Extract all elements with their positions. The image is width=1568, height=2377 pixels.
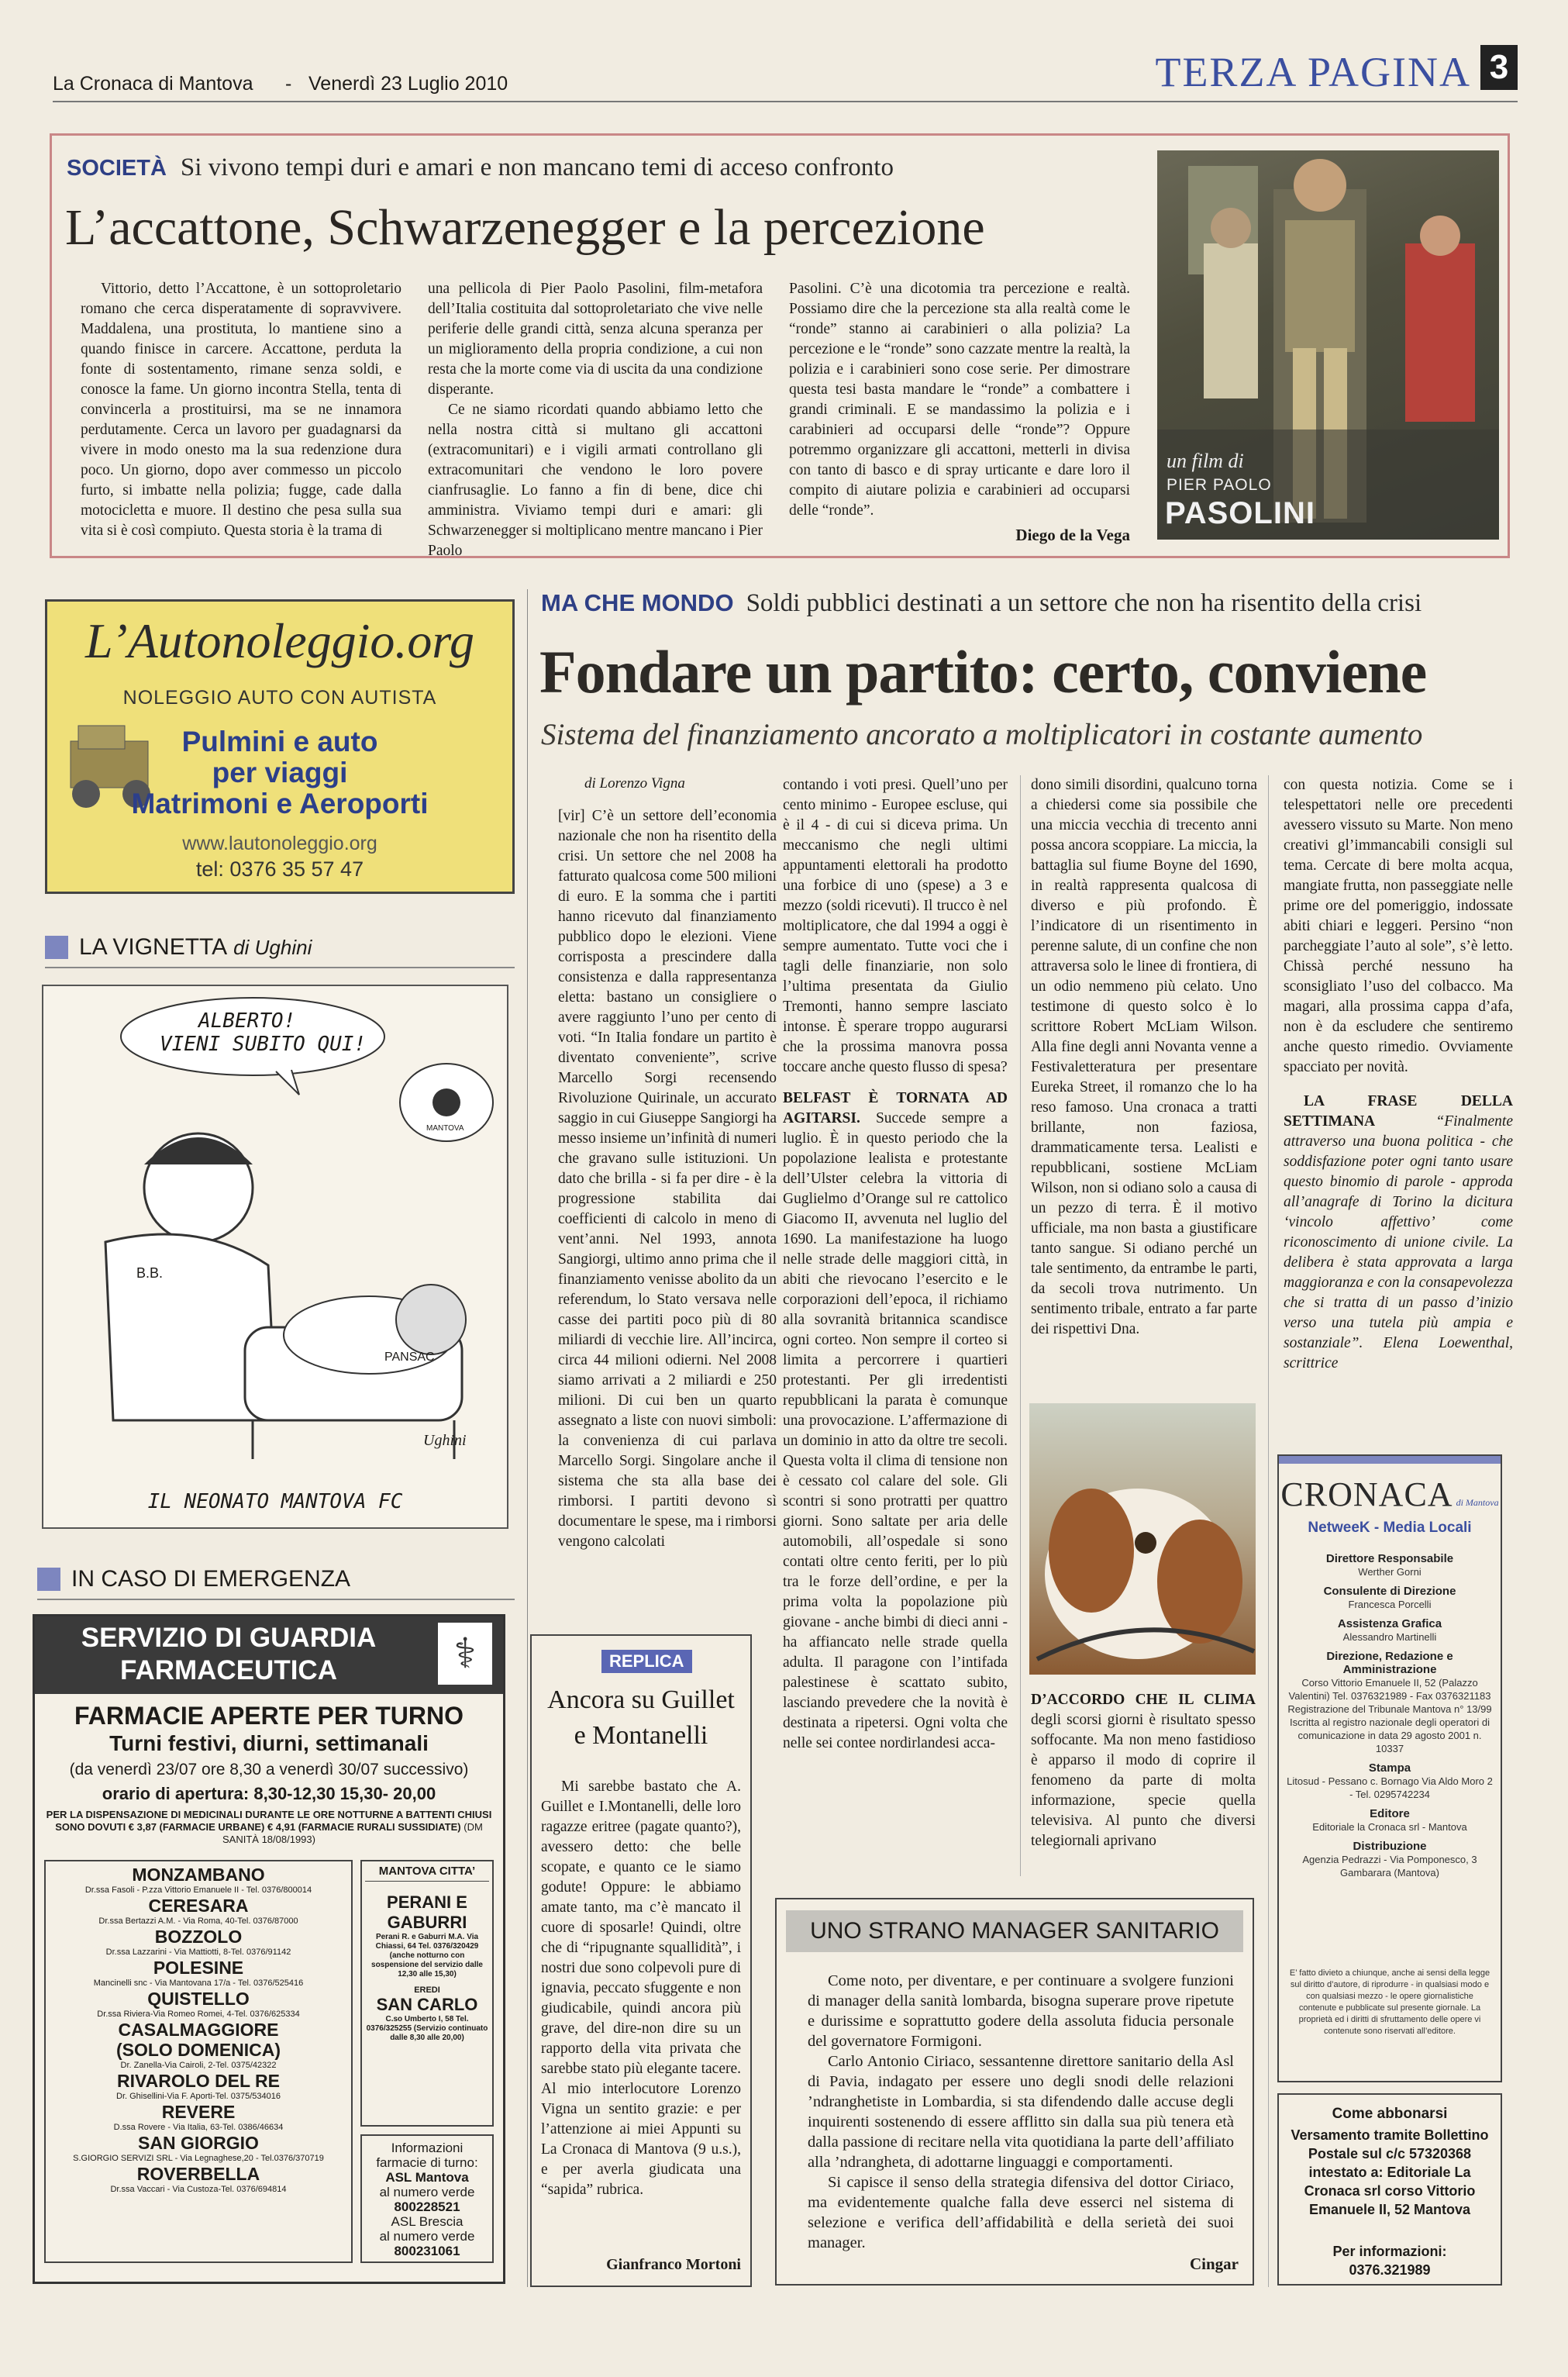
- masthead-item-text: Agenzia Pedrazzi - Via Pomponesco, 3 Gambarara (Mantova): [1302, 1854, 1477, 1878]
- main-col2b-para: [783, 1088, 1008, 1754]
- masthead-item-head: Direzione, Redazione e Amministrazione: [1326, 1650, 1453, 1676]
- band-line1: SERVIZIO DI GUARDIA: [81, 1623, 377, 1653]
- main-col2b-text: Succede sempre a luglio. È in questo periodo che la popolazione lealista e protestante dell’Ulster celebra la vittoria di Guglielmo d’Orange sul re cattolico Giacomo II, avvenuta nel luglio del 1690. La manifestazione ha luogo nelle strade delle maggiori città, in abiti che rievocano l’esercito e le corporazioni dell’epoca, il richiamo alla sovranità britannica scandisce ogni corteo. Non sempre il corteo si limita a percorrere i quartieri protestanti. Per gli irredentisti repubblicani la parata è comunque una provocazione. L’affermazione di un dominio in atto da oltre tre secoli. Questa volta il clima di tensione non è cessato col calare del sole. Gli scontri si sono protratti per quattro giorni. Sono saltate per aria delle automobili, all’ospedale si sono contati oltre cento feriti, per lo più tra le forze dell’ordine, e per la prima volta la popolazione più giovane - anche bimbi di dieci anni - ha affiancato nelle strade quella adulta. Il paragone con l’intifada palestinese è scattato subito, lasciando prevedere che la novità è destinata a ripetersi. Ogni volta che nelle sei contee nordirlandesi acca-: [783, 1110, 1008, 1751]
- pharmacy-name: CASALMAGGIORE: [118, 2020, 279, 2040]
- vignetta-header: [45, 934, 515, 968]
- clima-text: [1031, 1690, 1256, 1851]
- page-header: [53, 48, 1518, 101]
- top-author: Diego de la Vega: [1015, 526, 1130, 544]
- column-rule: [1020, 775, 1021, 1876]
- city2-name: SAN CARLO: [376, 1995, 478, 2014]
- pharmacy-address: Dr.ssa Vaccari - Via Custoza-Tel. 0376/694814: [110, 2185, 287, 2194]
- top-col2: [428, 279, 763, 561]
- main-col1: [558, 806, 777, 1552]
- pharmacy-name: BOZZOLO: [154, 1927, 243, 1947]
- main-kicker: MA CHE MONDO: [541, 589, 734, 616]
- pharmacy-box: [33, 1614, 505, 2284]
- header-rule: [53, 101, 1518, 102]
- top-col2-text: una pellicola di Pier Paolo Pasolini, film-metafora dell’Italia costituita dal sottoproletariato che vive nelle periferie delle grandi città, senza alcuna speranza per un miglioramento della propria condizione, a cui non resta che la morte come via di uscita da una condizione disperante.: [428, 281, 763, 398]
- masthead-item-head: Stampa: [1368, 1761, 1411, 1775]
- masthead-box: [1277, 1454, 1502, 2082]
- masthead-sub: NetweeK - Media Locali: [1308, 1520, 1472, 1536]
- caduceus-icon: ⚕: [438, 1623, 492, 1685]
- abbon-phone: 0376.321989: [1349, 2262, 1431, 2278]
- pharmacy-address: D.ssa Rovere - Via Italia, 63-Tel. 0386/46634: [113, 2123, 284, 2132]
- pharmacy-name: CERESARA: [148, 1896, 249, 1916]
- clima-body: degli scorsi giorni è risultato spesso soffocante. Ma non meno fastidioso è apparso il modo di coprire il fenomeno da parte di molta informazione, specie quella televisiva. Al punto che diversi telegiornali aprivano: [1031, 1712, 1256, 1849]
- pharmacy-address: Dr.ssa Riviera-Via Romeo Romei, 4-Tel. 0376/625334: [97, 2010, 300, 2019]
- pharm-note-text: PER LA DISPENSAZIONE DI MEDICINALI DURANTE LE ORE NOTTURNE A BATTENTI CHIUSI SONO DOVUTI € 3,87 (FARMACIE URBANE) € 4,91 (FARMACIE RURALI SUSSIDIATE): [46, 1809, 492, 1833]
- masthead-logo: [1279, 1475, 1501, 1514]
- masthead-item-head: Editore: [1370, 1807, 1410, 1820]
- pharm-title3: (da venerdì 23/07 ore 8,30 a venerdì 30/07 successivo): [69, 1761, 469, 1778]
- column-rule: [527, 589, 528, 2287]
- top-kicker: SOCIETÀ: [67, 156, 167, 181]
- cartoon-baby-text: PANSAC: [384, 1351, 435, 1364]
- main-col1-text: [vir] C’è un settore dell’economia nazionale che non ha risentito della crisi. Un settore che nel 2008 ha fatturato qualcosa come 500 milioni di euro. E la somma che i partiti hanno ricevuto dal finanziamento pubblico dopo le elezioni. Viene corrisposta a prescindere dalla consistenza e dalla rappresentanza eletta: bastano un consigliere o avere raggiunto l’uno per cento di voti. “In Italia fondare un partito è diventato conveniente”, scrive Marcello Sorgi recensendo Rivoluzione Quirinale, un accurato saggio in cui Giuseppe Sangiorgi ha messo insieme un’infinità di numeri che gravano sulle istituzioni. Un dato che brilla - si fa per dire - è la progressione stabilita dai coefficienti di calcolo in meno di vent’anni. Nel 1993, annota Sangiorgi, ultimo anno prima che il finanziamento venisse abolito da un referendum, lo Stato versava nelle casse dei partiti poco più di 80 miliardi di vecchie lire. All’incirca, circa 44 milioni odierni. Nel 2008 siamo arrivati a 2 miliardi e 250 milioni. Di cui ben un quarto assegnato a liste con nuovi simboli: la convenienza di cui parlava Marcello Sorgi. Singolare anche il sistema che sta alla base dei rimborsi. I partiti devono sì documentare le spese, ma i rimborsi vengono calcolati: [558, 808, 777, 1550]
- section-square-icon: [45, 936, 68, 959]
- poster-text-2: PIER PAOLO: [1167, 476, 1272, 494]
- ad-line2: Pulmini e auto: [181, 726, 378, 757]
- replica-body: [541, 1777, 741, 2200]
- main-col4-head: LA FRASE DELLA SETTIMANA: [1284, 1093, 1513, 1130]
- info3: al numero verde: [379, 2185, 475, 2199]
- masthead-logo-text: CRONACA: [1280, 1475, 1453, 1513]
- info6: al numero verde: [379, 2229, 475, 2244]
- page-date: Venerdì 23 Luglio 2010: [308, 73, 508, 95]
- cartoon-bow-text: MANTOVA: [426, 1124, 464, 1133]
- masthead-item-head: Direttore Responsabile: [1325, 1552, 1454, 1565]
- abbon-title: Come abbonarsi: [1332, 2106, 1448, 2122]
- main-col3-text: dono simili disordini, qualcuno torna a chiedersi come sia possibile che una miccia vecchia di trecento anni possa ancora scoppiare. La miccia, la battaglia sul fiume Boyne del 1690, in realtà rappresenta qualcosa di diverso e più profondo. È l’indicatore di un risentimento in perenne salute, di un confine che non attraversa solo le linee di frontiera, di un odio nemmeno più celato. Uno testimone di questo solco è lo scrittore Robert McLiam Wilson. Alla fine degli anni Novanta venne a Festivaletteratura per presentare Eureka Street, il romanzo che lo ha reso famoso. Una cronaca a tratti brillante, non faziosa, drammaticamente tersa. Lealisti e repubblicani, sostiene McLiam Wilson, non si odiano solo a causa di un pezzo di terra. È il motivo ufficiale, ma non basta a giustificare tanto sangue. Si odiano perché un tale sentimento, da entrambe le parti, da secoli trova nutrimento. Un sentimento tribale, entrato a far parte dei rispettivi Dna.: [1031, 777, 1257, 1337]
- cartoon-signature: Ughini: [423, 1432, 467, 1449]
- pharm-title1: FARMACIE APERTE PER TURNO: [74, 1702, 464, 1730]
- section-title: TERZA PAGINA: [1155, 49, 1471, 95]
- main-col4b-sig: Elena Loewenthal, scrittrice: [1284, 1335, 1514, 1371]
- main-col4: [1284, 775, 1513, 1374]
- replica-text: Mi sarebbe bastato che A. Guillet e I.Montanelli, delle loro ragazze eritree (pagate quanto?), avessero detto: che belle scopate, e quanto ce le siamo godute! Oppure: le abbiamo amate tanto, ma c’è mancato il cuore di sposarle! Quindi, oltre che di “ripugnante squallidità”, i nostri due sono colpevoli pure di ignavia, peccato sfuggente e non giudicabile, quindi ancora più grave, del dire-non dire su un rapporto della vita privata che sarebbe stato più elegante tacere. Al mio interlocutore Lorenzo Vigna un sentito grazie: e per l’attenzione ai miei Appunti su La Cronaca di Mantova (9 u.s.), e per averla giudicata una “sapida” rubrica.: [541, 1778, 741, 2198]
- main-col4b-text: “Finalmente attraverso una buona politica - che soddisfazione poter ogni tanto usare questo binomio di parole - approda all’anagrafe di Torino la dicitura ‘vincolo affettivo’ come riconoscimento di unione civile. La delibera è stata approvata a larga maggioranza e con la consapevolezza che si tratta di un passo d’inizio verso una tutela più ampia e sostanziale”.: [1284, 1113, 1513, 1351]
- city2-addr: C.so Umberto I, 58 Tel. 0376/325255 (Servizio continuato dalle 8,30 alle 20,00): [366, 2015, 488, 2042]
- main-col2-head: BELFAST È TORNATA AD AGITARSI.: [783, 1090, 1008, 1126]
- manager-p1: Come noto, per diventare, e per continuare a svolgere funzioni di manager della sanità lombarda, bisogna superare prove ripetute e durissime e soprattutto godere della assoluta fiducia personale del governatore Formigoni.: [808, 1972, 1234, 2050]
- pharmacy-address: Dr.ssa Fasoli - P.zza Vittorio Emanuele II - Tel. 0376/800014: [84, 1885, 312, 1895]
- info4: 800228521: [394, 2199, 460, 2214]
- info5: ASL Brescia: [391, 2214, 464, 2229]
- manager-title: UNO STRANO MANAGER SANITARIO: [786, 1910, 1243, 1952]
- masthead-legal: E’ fatto divieto a chiunque, anche ai sensi della legge sul diritto d’autore, di riprodurre - in qualsiasi modo e con qualsiasi mezzo - le opere giornalistiche contenute e pubblicate sul presente giornale. La proprietà ed i diritti di sfruttamento delle opere vi contenute sono riservati all’editore.: [1289, 1968, 1490, 2036]
- masthead-item-head: Consulente di Direzione: [1323, 1585, 1456, 1598]
- section-square-icon: [37, 1568, 60, 1591]
- pharm-list-inner: [49, 1865, 348, 2195]
- pharmacy-band: [35, 1616, 503, 1694]
- city-title: MANTOVA CITTA’: [365, 1865, 489, 1882]
- pharm-list: [44, 1860, 353, 2263]
- emergenza-header: [37, 1566, 515, 1600]
- vignetta-by: di Ughini: [233, 935, 312, 959]
- masthead-item-text: Alessandro Martinelli: [1342, 1631, 1437, 1643]
- main-col4b-para: [1284, 1092, 1513, 1374]
- ad-line3: per viaggi: [212, 757, 348, 788]
- city1-addr: Perani R. e Gaburri M.A. Via Chiassi, 64 Tel. 0376/320429 (anche notturno con sospensione del servizio dalle 12,30 alle 15,30): [371, 1933, 483, 1979]
- pharmacy-address: Mancinelli snc - Via Mantovana 17/a - Tel. 0376/525416: [93, 1979, 304, 1988]
- manager-p2: Carlo Antonio Ciriaco, sessantenne direttore sanitario della Asl di Pavia, indagato per essere uno degli snodi delle relazioni ’ndranghetiste in Lombardia, si sta difendendo dalle accuse degli inquirenti sostenendo di essere afflitto sin dalla sua più tenera età dalla passione di recitare nella vita quotidiana la parte dell’affiliato alla ’ndrangheta, di adottarne linguaggi e comportamenti.: [808, 2053, 1234, 2171]
- dog-photo: [1029, 1403, 1256, 1675]
- manager-body: [808, 1971, 1234, 2253]
- main-col2-text: contando i voti presi. Quell’uno per cento minimo - Europee escluse, qui è il 4 - di cui si diceva prima. Un meccanismo che negli ultimi appuntamenti elettorali ha prodotto una forbice di uno (spese) a 3 e mezzo (soldi ricevuti). Il trucco è nel moltiplicatore, che dal 1994 a oggi è sempre aumentato. Tutte voci che i tagli delle finanziarie, non solo l’ultima presentata da Giulio Tremonti, hanno sempre lasciato intonse. È sperare troppo augurarsi che la prossima manovra possa toccare anche questo flusso di spesa?: [783, 777, 1008, 1075]
- city2-top: EREDI: [414, 1985, 440, 1995]
- abbon-info: Per informazioni:: [1332, 2244, 1447, 2259]
- top-col1-text: Vittorio, detto l’Accattone, è un sottoproletario romano che cerca disperatamente di sopravvivere. Maddalena, una prostituta, lo mantiene sino a quando finisce in carcere. Accattone, perduta la fonte di sostentamento, rimane senza soldi, e conosce la fame. Un giorno incontra Stella, tenta di convincerla a prostituirsi, ma se ne innamora perdutamente. Cerca un lavoro per guadagnarsi da vivere in modo onesto ma la sua redenzione dura poco. Un giorno, dopo aver commesso un piccolo furto, si imbatte nella polizia; fugge, cade dalla motocicletta e muore. Il destino che pesa sulla sua vita si è così compiuto. Questa storia è la trama di: [81, 281, 401, 539]
- abbon-text: Versamento tramite Bollettino Postale sul c/c 57320368 intestato a: Editoriale La Cronaca srl corso Vittorio Emanuele II, 52 Mantova: [1291, 2127, 1489, 2217]
- ad-line1: NOLEGGIO AUTO CON AUTISTA: [122, 687, 437, 709]
- film-poster: [1157, 150, 1499, 540]
- top-article-kicker-line: [67, 154, 1136, 182]
- pharmacy-name: ROVERBELLA: [136, 2164, 260, 2184]
- vignetta-frame: [42, 985, 508, 1529]
- replica-box: [530, 1634, 752, 2287]
- manager-p3: Si capisce il senso della strategia difensiva del dottor Ciriaco, ma evidentemente qualche falla deve esserci nel sistema di selezione e verifica dell’affidabilità e della serietà dei suoi manager.: [808, 2174, 1234, 2251]
- masthead-item-text: Werther Gorni: [1358, 1566, 1422, 1578]
- clima-para: [1031, 1690, 1256, 1851]
- pharmacy-address: Dr.ssa Lazzarini - Via Mattiotti, 8-Tel. 0376/91142: [105, 1947, 291, 1957]
- speech-line2: VIENI SUBITO QUI!: [160, 1033, 367, 1056]
- masthead-item-text: Francesca Porcelli: [1348, 1599, 1432, 1610]
- pharm-note: [46, 1809, 492, 1846]
- pharmacy-name: SAN GIORGIO: [138, 2133, 259, 2153]
- masthead-credits: [1285, 1546, 1494, 1879]
- main-col3: [1031, 775, 1257, 1340]
- pharmacy-address: S.GIORGIO SERVIZI SRL - Via Legnaghese,20 - Tel.0376/370719: [73, 2154, 324, 2163]
- pharmacy-address: Dr. Ghisellini-Via F. Aporti-Tel. 0375/534016: [116, 2092, 281, 2101]
- pharmacy-name: REVERE: [161, 2102, 236, 2122]
- top-col3-text: Pasolini. C’è una dicotomia tra percezione e realtà. Possiamo dire che la percezione sta alla realtà come le “ronde” stanno ai carabinieri o alla polizia? La percezione e le “ronde” sono cazzate mentre la realtà, la polizia e i carabinieri sono cose serie. Per dimostrare questa tesi basta mandare le “ronde” a combattere i grandi criminali. E se mandassimo la polizia e i carabinieri ad occuparsi delle “ronde”? Oppure potremmo organizzare gli accattoni, metterli in divisa con tanto di basco e di spray urticante e dare loro il compito di aiutare polizia e carabinieri ad occuparsi delle “ronde”.: [789, 281, 1130, 519]
- masthead-item-head: Assistenza Grafica: [1337, 1617, 1442, 1630]
- manager-author: Cingar: [1190, 2255, 1239, 2273]
- ad-web[interactable]: www.lautonoleggio.org: [182, 833, 377, 854]
- pharm-title2: Turni festivi, diurni, settimanali: [109, 1731, 429, 1755]
- dog-illustration: [1029, 1403, 1256, 1675]
- info7: 800231061: [394, 2244, 460, 2258]
- info-box: [360, 2134, 494, 2263]
- replica-author: Gianfranco Mortoni: [606, 2256, 741, 2273]
- pharm-note-date: (DM SANITÀ 18/08/1993): [222, 1821, 483, 1845]
- main-title: Fondare un partito: certo, conviene: [539, 638, 1427, 706]
- autonoleggio-ad[interactable]: [45, 599, 515, 894]
- top-title: L’accattone, Schwarzenegger e la percezione: [65, 199, 985, 256]
- poster-text-3: PASOLINI: [1165, 496, 1315, 530]
- pharmacy-name: QUISTELLO: [147, 1989, 250, 2009]
- page-number: 3: [1480, 45, 1518, 90]
- main-kicker-line: [541, 589, 1510, 618]
- city1-name: PERANI E GABURRI: [387, 1892, 467, 1932]
- replica-title: Ancora su Guillet e Montanelli: [547, 1685, 735, 1750]
- emergenza-label: IN CASO DI EMERGENZA: [71, 1566, 351, 1592]
- main-byline: di Lorenzo Vigna: [584, 775, 685, 792]
- ad-logo: L’Autonoleggio.org: [85, 613, 474, 668]
- manager-box: [775, 1898, 1254, 2286]
- main-col4-text: con questa notizia. Come se i telespettatori nelle ore precedenti avessero vissuto su Marte. Non meno creativi gl’immancabili consigli sul tema. Cercate di bere molta acqua, mangiate frutta, non passeggiate nelle prime ore del pomeriggio, indossate abiti chiari e leggeri. Persino “non parcheggiate l’auto al sole”, s’è letto. Chissà perché nessuno ha sconsigliato l’uso del colbacco. Ma magari, alla prossima cappa d’afa, non è da escludere che sentiremo anche questo rimedio. Ovviamente spacciato per novità.: [1284, 777, 1513, 1075]
- masthead-item-text: Litosud - Pessano c. Bornago Via Aldo Moro 2 - Tel. 0295742234: [1287, 1775, 1493, 1800]
- masthead-logo-small: di Mantova: [1456, 1497, 1499, 1508]
- pharm-hours: orario di apertura: 8,30-12,30 15,30- 20,00: [102, 1784, 436, 1803]
- pharmacy-name: POLESINE: [153, 1958, 244, 1978]
- top-subtitle: Si vivono tempi duri e amari e non mancano temi di acceso confronto: [180, 154, 894, 181]
- masthead-item-text: Corso Vittorio Emanuele II, 52 (Palazzo Valentini) Tel. 0376321989 - Fax 0376321183 Registrazione del Tribunale Mantova n° 13/99 Iscritta al registro nazionale degli operatori di comunicazione in data 29 agosto 2001 n. 10337: [1287, 1677, 1492, 1754]
- masthead-item-text: Editoriale la Cronaca srl - Mantova: [1312, 1821, 1467, 1833]
- speech-line1: ALBERTO!: [198, 1009, 296, 1033]
- ad-tel: tel: 0376 35 57 47: [195, 857, 364, 881]
- cartoon-shirt-text: B.B.: [136, 1265, 164, 1281]
- top-col2b-text: Ce ne siamo ricordati quando abbiamo letto che nella nostra città si multano gli accattoni (extracomunitari) e i vigili armati controllano gli extracomunitari che vendono le loro povere cianfrusaglie. Lo fanno a fin di bene, dice chi amministra. Viviamo tempi duri e amari: gli Schwarzenegger si moltiplicano mentre mancano i Pier Paolo: [428, 402, 763, 559]
- pharmacy-address: Dr.ssa Bertazzi A.M. - Via Roma, 40-Tel. 0376/87000: [98, 1916, 298, 1926]
- info2: ASL Mantova: [385, 2170, 469, 2185]
- pharmacy-name: (SOLO DOMENICA): [115, 2040, 281, 2060]
- cartoon-caption: IL NEONATO MANTOVA FC: [147, 1490, 403, 1513]
- poster-text-1: un film di: [1167, 450, 1244, 472]
- vignetta-label: LA VIGNETTA: [79, 934, 228, 960]
- pharmacy-name: MONZAMBANO: [132, 1865, 265, 1885]
- paper-name: La Cronaca di Mantova: [53, 73, 253, 95]
- masthead-top-bar: [1279, 1456, 1501, 1464]
- pharmacy-address: Dr. Zanella-Via Cairoli, 2-Tel. 0375/42322: [120, 2061, 277, 2070]
- info1: Informazioni farmacie di turno:: [376, 2141, 478, 2170]
- top-col1: [81, 279, 401, 541]
- pharmacy-name: RIVAROLO DEL RE: [117, 2071, 280, 2091]
- ad-line4: Matrimoni e Aeroporti: [131, 788, 429, 819]
- header-separator: -: [285, 73, 292, 95]
- masthead-item-head: Distribuzione: [1353, 1840, 1427, 1853]
- main-col2: [783, 775, 1008, 1754]
- top-col3: [789, 279, 1130, 521]
- band-line2: FARMACEUTICA: [120, 1655, 337, 1685]
- abbonamenti-box: [1277, 2093, 1502, 2286]
- replica-badge: REPLICA: [601, 1650, 692, 1673]
- main-subtitle: Soldi pubblici destinati a un settore che non ha risentito della crisi: [746, 589, 1422, 617]
- clima-head: D’ACCORDO CHE IL CLIMA: [1031, 1692, 1256, 1708]
- column-rule: [1268, 775, 1269, 2287]
- city-box: [360, 1860, 494, 2127]
- cartoon-illustration: [43, 986, 507, 1467]
- main-deck: Sistema del finanziamento ancorato a moltiplicatori in costante aumento: [541, 718, 1423, 751]
